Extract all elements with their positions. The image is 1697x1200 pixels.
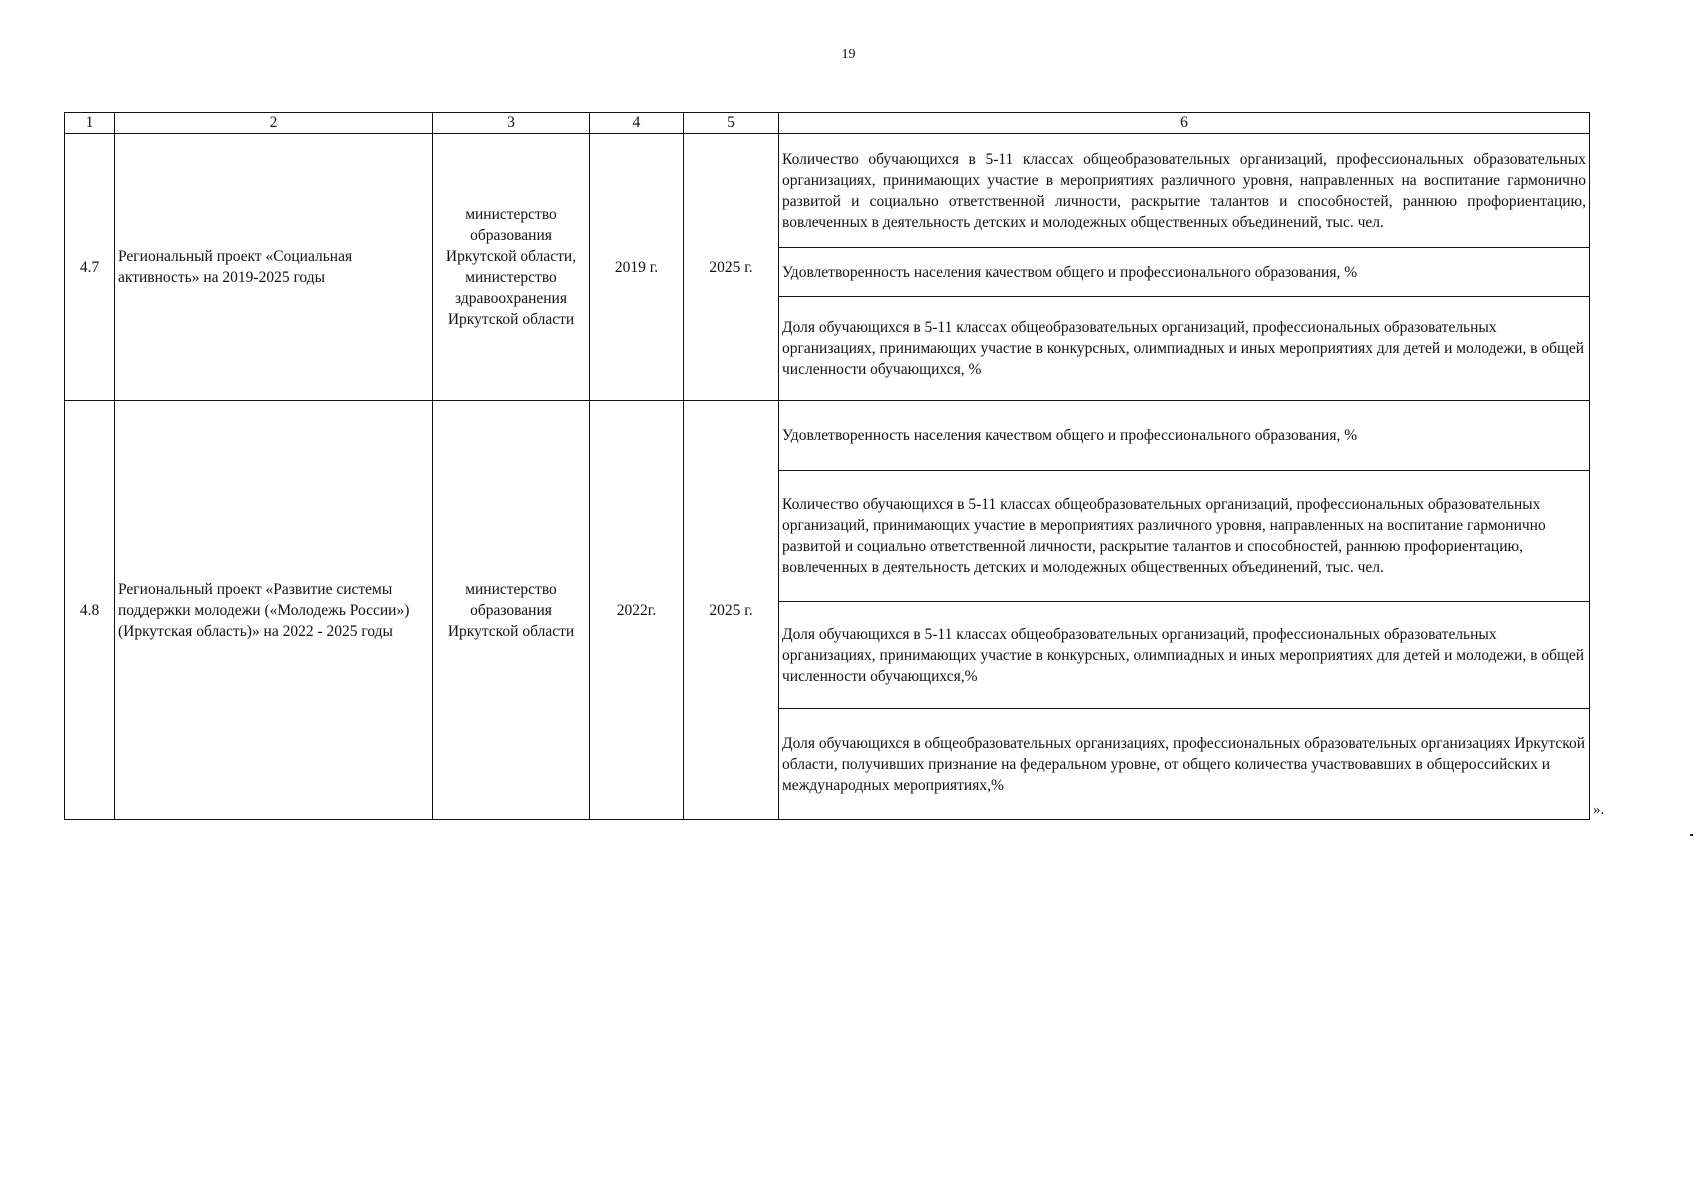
table-row — [65, 134, 1590, 248]
indicator: Удовлетворенность населения качеством общего и профессионального образования, % — [779, 401, 1590, 471]
start-year: 2022г. — [590, 401, 684, 820]
project-name: Региональный проект «Социальная активность» на 2019-2025 годы — [115, 134, 433, 401]
indicator: Доля обучающихся в 5-11 классах общеобразовательных организаций, профессиональных образовательных организациях, принимающих участие в конкурсных, олимпиадных и иных мероприятиях для детей и молодежи, в общей численности обучающихся, % — [779, 297, 1590, 401]
table-row — [65, 401, 1590, 471]
indicator: Доля обучающихся в 5-11 классах общеобразовательных организаций, профессиональных образовательных организациях, принимающих участие в конкурсных, олимпиадных и иных мероприятиях для детей и молодежи, в общей численности обучающихся,% — [779, 602, 1590, 709]
program-table — [64, 112, 1590, 820]
indicator: Количество обучающихся в 5-11 классах общеобразовательных организаций, профессиональных образовательных организациях, принимающих участие в мероприятиях различного уровня, направленных на воспитание гармонично развитой и социально ответственной личности, раскрытие талантов и способностей, раннюю профориентацию, вовлеченных в деятельность детских и молодежных общественных объединений, тыс. чел. — [779, 134, 1590, 248]
page-number: 19 — [841, 47, 856, 62]
row-number: 4.8 — [65, 401, 115, 820]
column-header: 6 — [779, 113, 1590, 134]
header-row — [65, 113, 1590, 134]
end-year: 2025 г. — [684, 401, 779, 820]
row-number: 4.7 — [65, 134, 115, 401]
column-header: 3 — [433, 113, 590, 134]
column-header: 2 — [115, 113, 433, 134]
project-name: Региональный проект «Развитие системы поддержки молодежи («Молодежь России») (Иркутская область)» на 2022 - 2025 годы — [115, 401, 433, 820]
start-year: 2019 г. — [590, 134, 684, 401]
scan-speck — [1690, 834, 1693, 836]
indicator: Количество обучающихся в 5-11 классах общеобразовательных организаций, профессиональных образовательных организаций, принимающих участие в мероприятиях различного уровня, направленных на воспитание гармонично развитой и социально ответственной личности, раскрытие талантов и способностей, раннюю профориентацию, вовлеченных в деятельность детских и молодежных общественных объединений, тыс. чел. — [779, 471, 1590, 602]
indicator: Доля обучающихся в общеобразовательных организациях, профессиональных образовательных организациях Иркутской области, получивших признание на федеральном уровне, от общего количества участвовавших в общероссийских и международных мероприятиях,% — [779, 709, 1590, 820]
column-header: 1 — [65, 113, 115, 134]
indicator: Удовлетворенность населения качеством общего и профессионального образования, % — [779, 248, 1590, 297]
column-header: 5 — [684, 113, 779, 134]
executor: министерство образования Иркутской области — [433, 401, 590, 820]
column-header: 4 — [590, 113, 684, 134]
executor: министерство образования Иркутской области, министерство здравоохранения Иркутской области — [433, 134, 590, 401]
closing-quote-mark: ». — [1593, 802, 1605, 818]
end-year: 2025 г. — [684, 134, 779, 401]
